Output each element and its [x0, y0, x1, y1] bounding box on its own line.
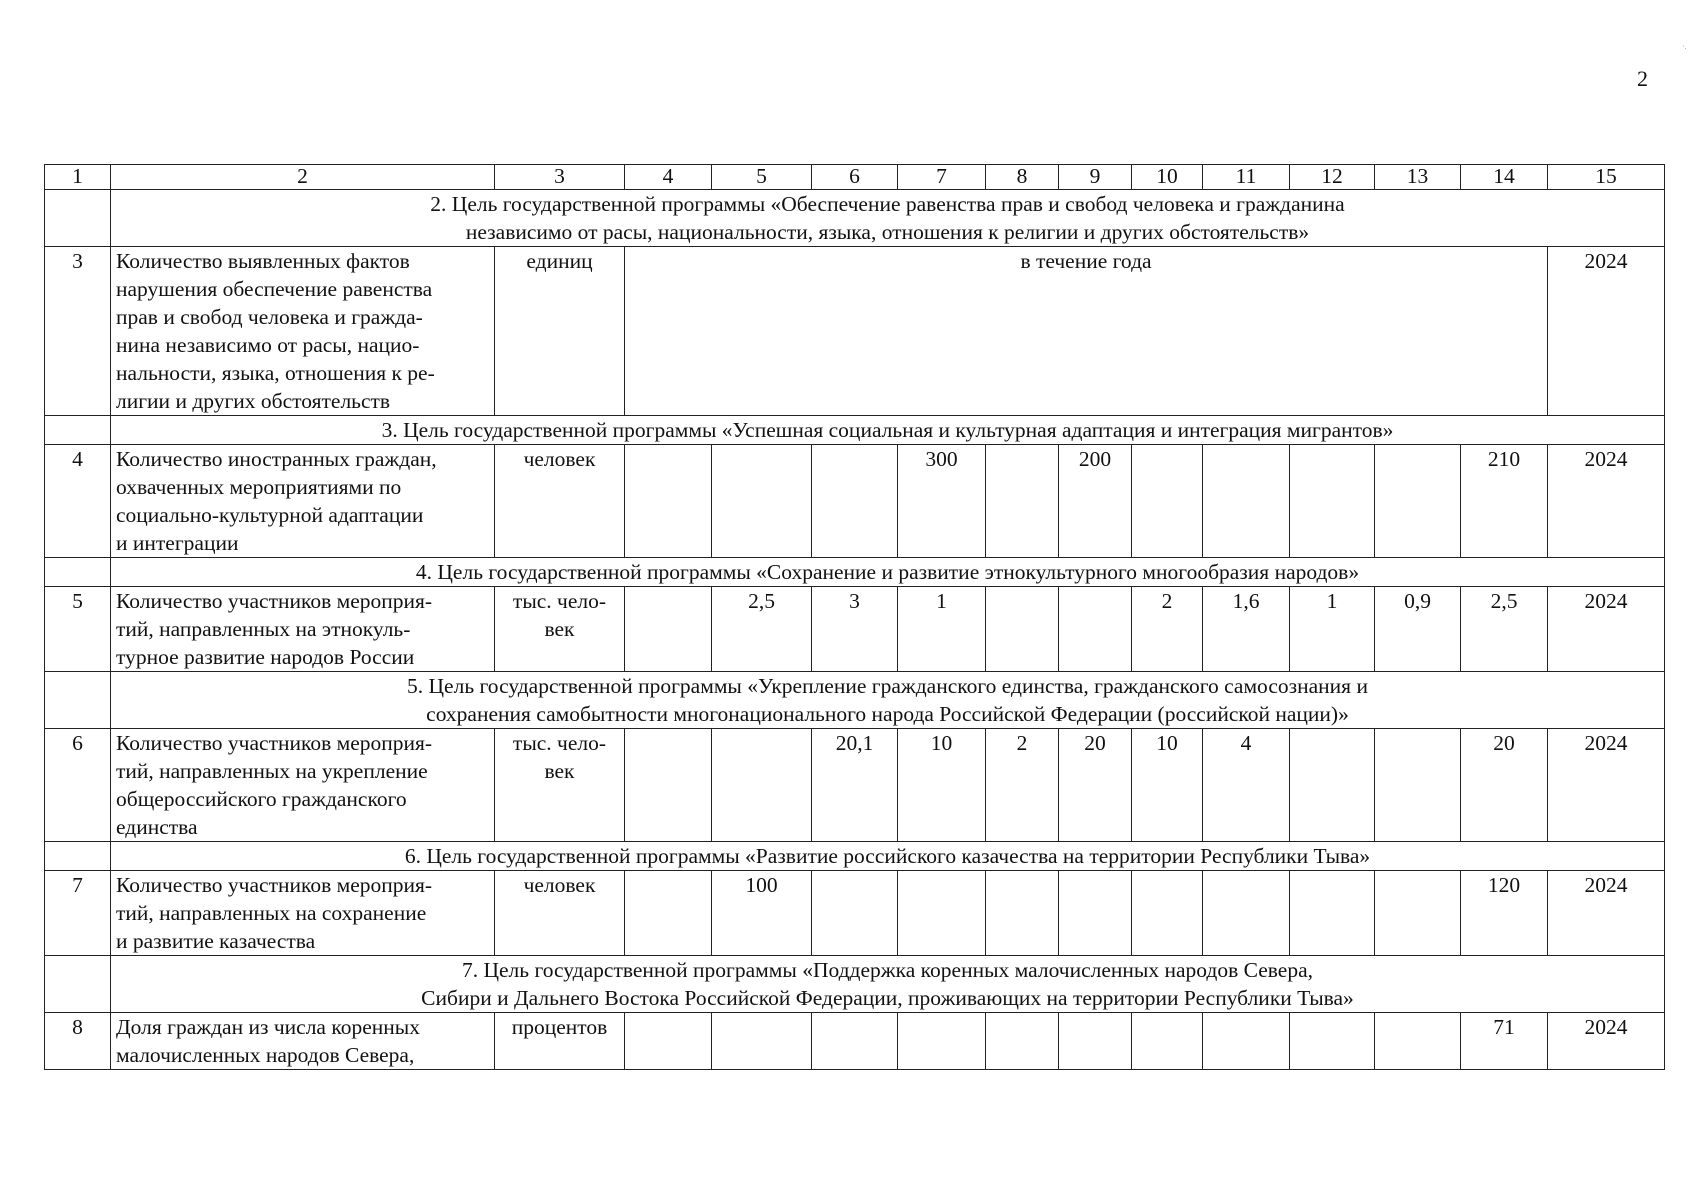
column-number: 8: [986, 165, 1059, 190]
goal-title: 5. Цель государственной программы «Укрепление гражданского единства, гражданского самосознания и сохранения самобытности многонационального народа Российской Федерации (российской нации)»: [111, 672, 1665, 729]
year-cell: 2024: [1548, 247, 1665, 416]
column-number: 6: [812, 165, 898, 190]
table-row: [45, 445, 1665, 558]
unit-cell: человек: [495, 445, 625, 558]
value-cell: 2,5: [712, 587, 812, 672]
value-cell: 10: [1132, 729, 1203, 842]
value-cell: [625, 871, 712, 956]
value-cell: 2: [986, 729, 1059, 842]
value-cell: 20: [1461, 729, 1548, 842]
value-cell: [712, 1013, 812, 1070]
year-cell: 2024: [1548, 1013, 1665, 1070]
value-cell: [986, 871, 1059, 956]
value-cell: [898, 871, 986, 956]
value-cell: 3: [812, 587, 898, 672]
value-cell: 71: [1461, 1013, 1548, 1070]
year-cell: 2024: [1548, 587, 1665, 672]
value-cell: [812, 1013, 898, 1070]
table-row: [45, 587, 1665, 672]
column-number: 9: [1059, 165, 1132, 190]
row-number: 5: [45, 587, 111, 672]
row-number: 4: [45, 445, 111, 558]
goal-number-cell: [45, 558, 111, 587]
value-cell: [1059, 871, 1132, 956]
value-cell: [712, 445, 812, 558]
value-cell: [986, 1013, 1059, 1070]
value-cell: 210: [1461, 445, 1548, 558]
row-number: 3: [45, 247, 111, 416]
column-number: 7: [898, 165, 986, 190]
indicators-table: [44, 164, 1665, 1070]
value-cell: 20,1: [812, 729, 898, 842]
merged-period-cell: в течение года: [625, 247, 1548, 416]
value-cell: 10: [898, 729, 986, 842]
column-number: 5: [712, 165, 812, 190]
value-cell: 100: [712, 871, 812, 956]
table-row: [45, 729, 1665, 842]
value-cell: [712, 729, 812, 842]
goal-title: 3. Цель государственной программы «Успешная социальная и культурная адаптация и интеграция мигрантов»: [111, 416, 1665, 445]
year-cell: 2024: [1548, 871, 1665, 956]
value-cell: [1059, 1013, 1132, 1070]
value-cell: [1290, 729, 1375, 842]
column-number: 1: [45, 165, 111, 190]
unit-cell: единиц: [495, 247, 625, 416]
goal-row: [45, 190, 1665, 247]
value-cell: 20: [1059, 729, 1132, 842]
value-cell: [898, 1013, 986, 1070]
value-cell: [625, 445, 712, 558]
column-number: 15: [1548, 165, 1665, 190]
value-cell: [986, 587, 1059, 672]
value-cell: 300: [898, 445, 986, 558]
scan-mark: ·.: [1682, 42, 1687, 51]
value-cell: [986, 445, 1059, 558]
value-cell: 1: [898, 587, 986, 672]
page-number: 2: [1637, 66, 1648, 91]
column-number: 3: [495, 165, 625, 190]
value-cell: [812, 871, 898, 956]
indicator-name: Количество иностранных граждан, охваченных мероприятиями по социально-культурной адаптации и интеграции: [111, 445, 495, 558]
value-cell: 0,9: [1375, 587, 1461, 672]
value-cell: [1290, 1013, 1375, 1070]
value-cell: 120: [1461, 871, 1548, 956]
goal-number-cell: [45, 672, 111, 729]
column-number: 10: [1132, 165, 1203, 190]
value-cell: 1: [1290, 587, 1375, 672]
value-cell: [1203, 445, 1290, 558]
goal-row: [45, 558, 1665, 587]
goal-title: 4. Цель государственной программы «Сохранение и развитие этнокультурного многообразия народов»: [111, 558, 1665, 587]
goal-number-cell: [45, 190, 111, 247]
value-cell: [1375, 729, 1461, 842]
value-cell: [1290, 871, 1375, 956]
value-cell: 1,6: [1203, 587, 1290, 672]
goal-number-cell: [45, 842, 111, 871]
value-cell: [1203, 1013, 1290, 1070]
unit-cell: тыс. чело- век: [495, 729, 625, 842]
value-cell: [625, 1013, 712, 1070]
value-cell: [625, 729, 712, 842]
row-number: 7: [45, 871, 111, 956]
value-cell: [625, 587, 712, 672]
value-cell: [1132, 445, 1203, 558]
value-cell: [1132, 871, 1203, 956]
goal-number-cell: [45, 416, 111, 445]
value-cell: [1375, 871, 1461, 956]
goal-number-cell: [45, 956, 111, 1013]
goal-row: [45, 672, 1665, 729]
table-row: [45, 871, 1665, 956]
year-cell: 2024: [1548, 729, 1665, 842]
column-number: 4: [625, 165, 712, 190]
indicator-name: Количество участников мероприя- тий, направленных на укрепление общероссийского гражданского единства: [111, 729, 495, 842]
indicator-name: Количество участников мероприя- тий, направленных на этнокуль- турное развитие народов России: [111, 587, 495, 672]
table-row: [45, 247, 1665, 416]
indicator-name: Количество участников мероприя- тий, направленных на сохранение и развитие казачества: [111, 871, 495, 956]
goal-title: 6. Цель государственной программы «Развитие российского казачества на территории Республики Тыва»: [111, 842, 1665, 871]
goal-title: 2. Цель государственной программы «Обеспечение равенства прав и свобод человека и гражданина независимо от расы, национальности, языка, отношения к религии и других обстоятельств»: [111, 190, 1665, 247]
value-cell: 200: [1059, 445, 1132, 558]
goal-row: [45, 956, 1665, 1013]
column-number: 14: [1461, 165, 1548, 190]
value-cell: 2: [1132, 587, 1203, 672]
goal-title: 7. Цель государственной программы «Поддержка коренных малочисленных народов Севера, Сибири и Дальнего Востока Российской Федерации, проживающих на территории Республики Тыва»: [111, 956, 1665, 1013]
goal-row: [45, 416, 1665, 445]
value-cell: [1375, 1013, 1461, 1070]
indicator-name: Доля граждан из числа коренных малочисленных народов Севера,: [111, 1013, 495, 1070]
value-cell: [1203, 871, 1290, 956]
column-number: 12: [1290, 165, 1375, 190]
value-cell: [812, 445, 898, 558]
table-row: [45, 1013, 1665, 1070]
value-cell: 2,5: [1461, 587, 1548, 672]
column-number: 11: [1203, 165, 1290, 190]
column-number: 13: [1375, 165, 1461, 190]
unit-cell: человек: [495, 871, 625, 956]
value-cell: [1290, 445, 1375, 558]
goal-row: [45, 842, 1665, 871]
row-number: 8: [45, 1013, 111, 1070]
indicator-name: Количество выявленных фактов нарушения обеспечение равенства прав и свобод человека и гражда- нина независимо от расы, нацио- нальности, языка, отношения к ре- лигии и других обстоятельств: [111, 247, 495, 416]
year-cell: 2024: [1548, 445, 1665, 558]
unit-cell: тыс. чело- век: [495, 587, 625, 672]
value-cell: [1132, 1013, 1203, 1070]
value-cell: [1375, 445, 1461, 558]
column-number: 2: [111, 165, 495, 190]
value-cell: [1059, 587, 1132, 672]
value-cell: 4: [1203, 729, 1290, 842]
unit-cell: процентов: [495, 1013, 625, 1070]
column-number-row: [45, 165, 1665, 190]
row-number: 6: [45, 729, 111, 842]
